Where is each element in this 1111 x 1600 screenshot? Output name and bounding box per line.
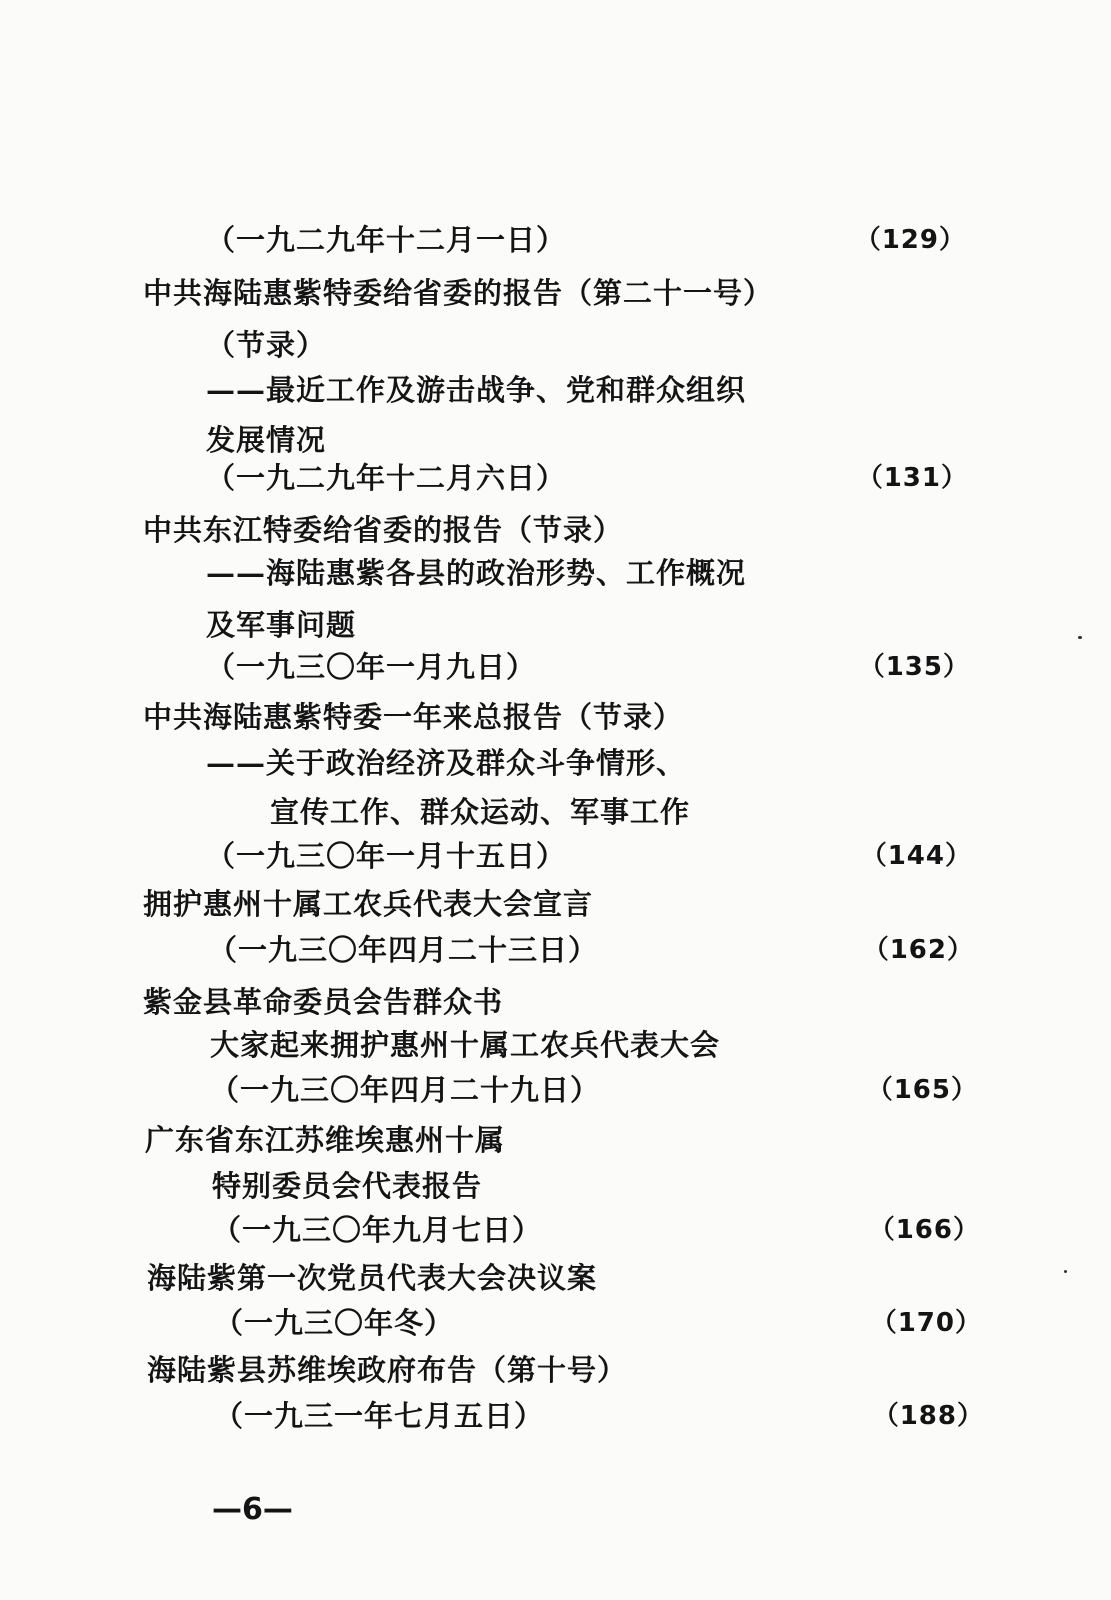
- toc-entry-subtitle: 宣传工作、群众运动、军事工作: [270, 795, 691, 829]
- toc-entry-subtitle: 发展情况: [206, 423, 327, 457]
- toc-entry-title: 海陆紫县苏维埃政府布告（第十号）: [147, 1353, 628, 1387]
- toc-page-number: （162）: [862, 935, 974, 965]
- toc-entry-subtitle: ——海陆惠紫各县的政治形势、工作概况: [206, 556, 747, 590]
- toc-date: （一九二九年十二月六日）: [206, 461, 567, 495]
- toc-date-line: [206, 647, 970, 687]
- toc-page-number: （166）: [868, 1215, 980, 1245]
- toc-entry-subtitle: 特别委员会代表报告: [212, 1169, 483, 1203]
- toc-date: （一九三〇年四月二十三日）: [208, 933, 599, 967]
- toc-date: （一九三一年七月五日）: [214, 1399, 545, 1433]
- page-number-footer: —6—: [212, 1492, 293, 1527]
- toc-date: （一九三〇年九月七日）: [212, 1213, 543, 1247]
- toc-entry-title: 紫金县革命委员会告群众书: [143, 985, 504, 1019]
- toc-page-number: （131）: [856, 463, 968, 493]
- toc-date: （一九三〇年冬）: [214, 1306, 455, 1340]
- dot-leader: [608, 1070, 863, 1110]
- dot-leader: [606, 930, 859, 970]
- toc-date: （一九三〇年一月九日）: [206, 650, 537, 684]
- dot-leader: [550, 1210, 865, 1250]
- toc-entry-subtitle: ——最近工作及游击战争、党和群众组织: [206, 373, 747, 407]
- scan-speck: [1078, 636, 1082, 639]
- dot-leader: [574, 458, 853, 498]
- toc-entry-subtitle: ——关于政治经济及群众斗争情形、: [206, 746, 687, 780]
- dot-leader: [544, 647, 855, 687]
- dot-leader: [574, 836, 857, 876]
- toc-entry-title: 中共东江特委给省委的报告（节录）: [143, 513, 624, 547]
- toc-date-line: [206, 458, 968, 498]
- toc-page-number: （144）: [860, 841, 972, 871]
- toc-entry-title: 中共海陆惠紫特委给省委的报告（第二十一号）: [143, 276, 774, 310]
- toc-page-number: （165）: [866, 1075, 978, 1105]
- toc-entry-title: 拥护惠州十属工农兵代表大会宣言: [143, 887, 594, 921]
- toc-date-line: [206, 220, 966, 260]
- toc-date: （一九二九年十二月一日）: [206, 223, 567, 257]
- toc-entry-subtitle: 大家起来拥护惠州十属工农兵代表大会: [210, 1028, 721, 1062]
- toc-entry-title: 海陆紫第一次党员代表大会决议案: [147, 1261, 598, 1295]
- toc-entry-title: 广东省东江苏维埃惠州十属: [145, 1123, 506, 1157]
- toc-entry-subtitle: 及军事问题: [206, 608, 357, 642]
- toc-entry-note: （节录）: [206, 328, 327, 362]
- toc-date-line: [214, 1303, 982, 1343]
- toc-date-line: [214, 1396, 984, 1436]
- toc-date: （一九三〇年四月二十九日）: [210, 1073, 601, 1107]
- toc-page-number: （135）: [858, 652, 970, 682]
- toc-page-number: （170）: [870, 1308, 982, 1338]
- toc-date-line: [208, 930, 974, 970]
- toc-date-line: [206, 836, 972, 876]
- dot-leader: [462, 1303, 867, 1343]
- toc-page-number: （129）: [854, 225, 966, 255]
- toc-date-line: [210, 1070, 978, 1110]
- dot-leader: [552, 1396, 869, 1436]
- toc-date-line: [212, 1210, 980, 1250]
- toc-page-number: （188）: [872, 1401, 984, 1431]
- dot-leader: [574, 220, 851, 260]
- toc-entry-title: 中共海陆惠紫特委一年来总报告（节录）: [143, 700, 684, 734]
- scan-speck: [1064, 1270, 1067, 1273]
- toc-date: （一九三〇年一月十五日）: [206, 839, 567, 873]
